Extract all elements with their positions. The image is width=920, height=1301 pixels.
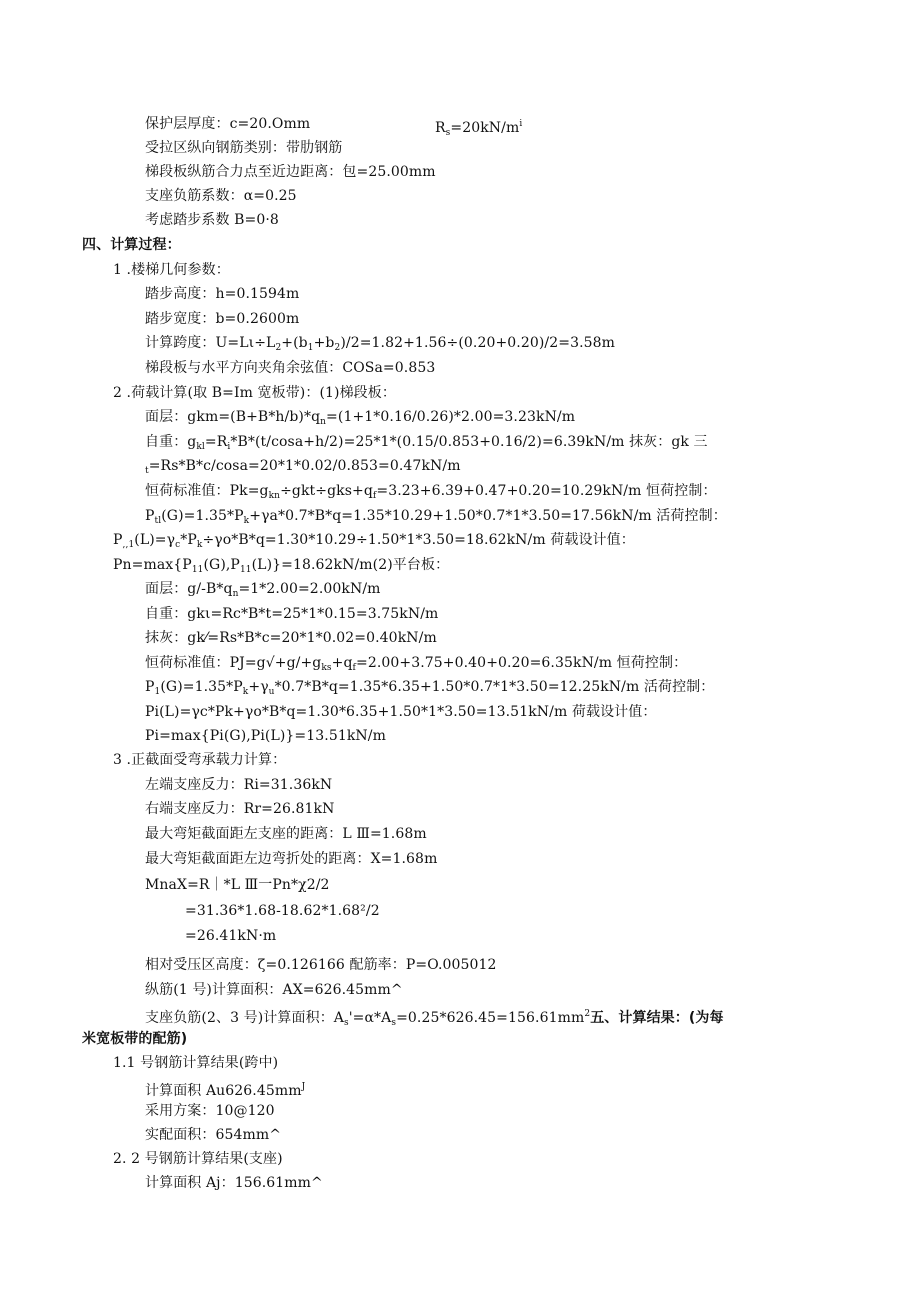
stair-face-load: 面层：$gkm=(B+B*h/b)*q_n=(1+1*0.16/0.26)*2.00=3.23kN/m$ bbox=[145, 409, 576, 427]
platform-design-load: Pi=max{Pi(G),Pi(L)}=13.51kN/m bbox=[145, 728, 386, 744]
calc-span: 计算跨度：$U=L\iota\div L_2+(b_1+b_2)/2=1.82+1.56\div(0.20+0.20)/2=3.58m$ bbox=[145, 335, 616, 353]
platform-self-weight: 自重：gkι=Rc*B*t=25*1*0.15=3.75kN/m bbox=[145, 606, 439, 622]
rebar-1-heading: 1.1 号钢筋计算结果(跨中) bbox=[113, 1055, 279, 1071]
stair-dead-load-std: 恒荷标准值：$Pk=g_{kn}\div gkt\div gks+q_f=3.23+6.39+0.47+0.20=10.29kN/m$ 恒荷控制： bbox=[145, 483, 717, 501]
plaster-density: $R_s=20kN/m^i$ bbox=[435, 119, 523, 138]
stair-live-control: $P_{,,1}(L)=\gamma_c*P_k\div\gamma o*B*q=1.30*10.29\div 1.50*1*3.50=18.62kN/m$ 荷载设计值： bbox=[113, 532, 635, 550]
rebar-1-calc-area: 计算面积 $Au626.45mm^J$ bbox=[145, 1082, 306, 1099]
rebar-1-actual-area: 实配面积：654mm^ bbox=[145, 1127, 282, 1143]
stair-dead-control: $P_{tl}(G)=1.35*P_k+\gamma a*0.7*B*q=1.35*10.29+1.50*0.7*1*3.50=17.56kN/m$ 活荷控制： bbox=[145, 508, 727, 526]
rebar-2-heading: 2. 2 号钢筋计算结果(支座) bbox=[113, 1151, 283, 1167]
platform-dead-load-std: 恒荷标准值：$PJ=g√+g/+g_{ks}+q_f=2.00+3.75+0.40+0.20=6.35kN/m$ 恒荷控制： bbox=[145, 655, 688, 673]
platform-live-control: Pi(L)=γc*Pk+γo*B*q=1.30*6.35+1.50*1*3.50=13.51kN/m 荷载设计值： bbox=[145, 704, 657, 720]
support-coefficient: 支座负筋系数：α=0.25 bbox=[145, 188, 297, 204]
moment-result: =26.41kN·m bbox=[185, 928, 277, 944]
geometry-heading: 1 .楼梯几何参数： bbox=[113, 262, 230, 278]
stair-plaster-load: $_t$=Rs*B*c/cosa=20*1*0.02/0.853=0.47kN/m bbox=[145, 458, 461, 476]
compression-zone: 相对受压区高度：ζ=0.126166 配筋率：P=O.005012 bbox=[145, 957, 497, 973]
stair-self-weight: 自重：$g_{kl}=R_i*B*(t/\cos a+h/2)=25*1*(0.15/0.853+0.16/2)=6.39kN/m$ 抹灰：gk 三 bbox=[145, 434, 708, 452]
platform-dead-control: $P_1(G)=1.35*P_k+\gamma_u*0.7*B*q=1.35*6.35+1.50*0.7*1*3.50=12.25kN/m$ 活荷控制： bbox=[145, 679, 715, 697]
max-moment-distance-support: 最大弯矩截面距左支座的距离：L Ⅲ=1.68m bbox=[145, 826, 427, 842]
rebar-2-calc-area: 计算面积 Aj：156.61mm^ bbox=[145, 1175, 323, 1191]
negative-rebar-area: 支座负筋(2、3 号)计算面积：$A_s'=\alpha*A_s=0.25*626.45=156.61mm^2$五、计算结果：(为每 bbox=[145, 1009, 724, 1028]
main-rebar-area: 纵筋(1 号)计算面积：AX=626.45mm^ bbox=[145, 982, 403, 998]
section-4-heading: 四、计算过程： bbox=[82, 237, 181, 253]
platform-face-load: 面层：$g/-B*q_n=1*2.00=2.00kN/m$ bbox=[145, 581, 381, 599]
step-width: 踏步宽度：b=0.2600m bbox=[145, 311, 300, 327]
flexure-heading: 3 .正截面受弯承载力计算： bbox=[113, 752, 287, 768]
max-moment-distance-bend: 最大弯矩截面距左边弯折处的距离：X=1.68m bbox=[145, 851, 438, 867]
left-reaction: 左端支座反力：Ri=31.36kN bbox=[145, 777, 333, 793]
cover-thickness: 保护层厚度：c=20.Omm bbox=[145, 116, 311, 132]
load-heading: 2 .荷载计算(取 B=Im 宽板带)：(1)梯段板： bbox=[113, 385, 396, 401]
section-5-heading-cont: 米宽板带的配筋) bbox=[82, 1031, 188, 1047]
moment-substitution: =31.36*1.68-18.62*1.68²/2 bbox=[185, 903, 380, 919]
step-height: 踏步高度：h=0.1594m bbox=[145, 286, 300, 302]
right-reaction: 右端支座反力：Rr=26.81kN bbox=[145, 801, 335, 817]
rebar-1-scheme: 采用方案：10@120 bbox=[145, 1103, 275, 1119]
angle-cosine: 梯段板与水平方向夹角余弦值：COSa=0.853 bbox=[145, 360, 436, 376]
rebar-type: 受拉区纵向钢筋类别：带肋钢筋 bbox=[145, 140, 343, 156]
rebar-distance: 梯段板纵筋合力点至近边距离：包=25.00mm bbox=[145, 164, 436, 180]
platform-plaster-load: 抹灰：gk⁄=Rs*B*c=20*1*0.02=0.40kN/m bbox=[145, 630, 437, 646]
moment-formula: MnaX=R｜*L Ⅲ一Pn*χ2/2 bbox=[145, 877, 330, 893]
step-coefficient: 考虑踏步系数 B=0·8 bbox=[145, 212, 279, 228]
stair-design-load: $Pn=\max\{P_{11}(G),P_{11}(L)\}=18.62kN/m(2)$平台板： bbox=[113, 557, 450, 575]
